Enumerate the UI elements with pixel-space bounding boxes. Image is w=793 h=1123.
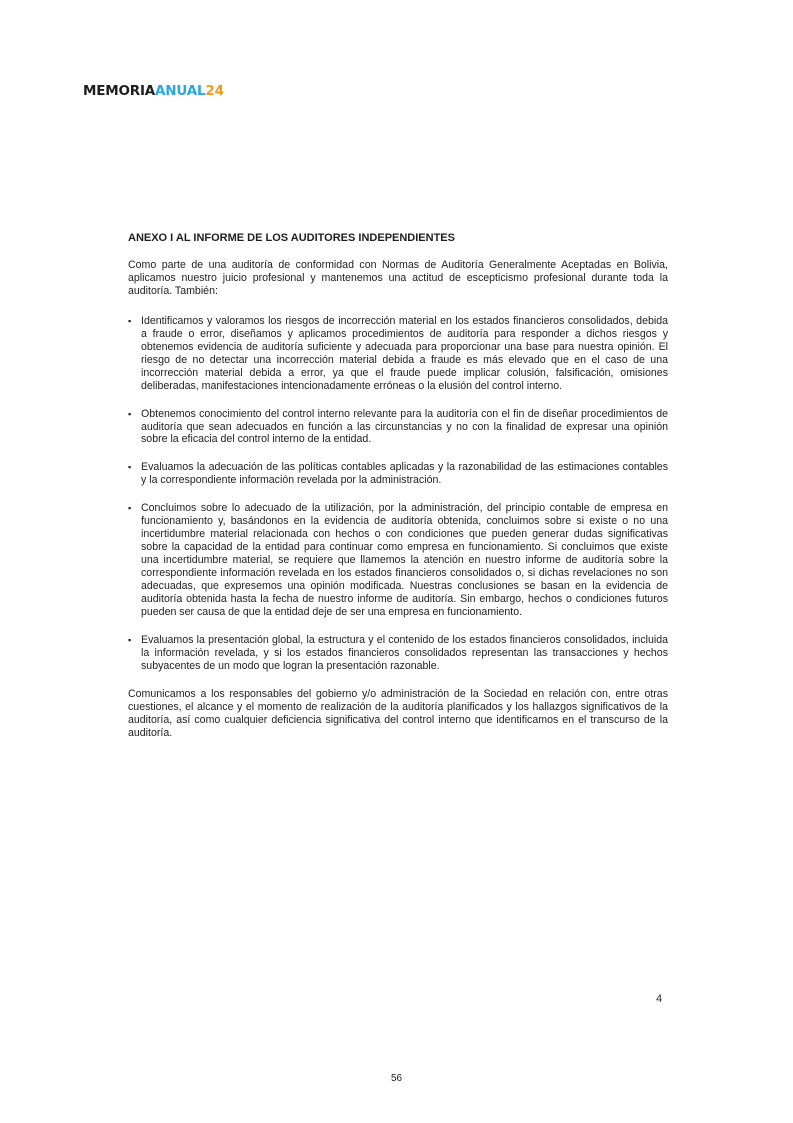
list-item bbox=[128, 461, 668, 487]
bullet-marker: ▪ bbox=[128, 503, 132, 514]
bullet-marker: ▪ bbox=[128, 315, 132, 326]
bullet-marker: ▪ bbox=[128, 634, 132, 645]
list-item bbox=[128, 408, 668, 447]
document-title: ANEXO I AL INFORME DE LOS AUDITORES INDEPENDIENTES bbox=[128, 232, 455, 244]
list-item-text: Obtenemos conocimiento del control interno relevante para la auditoría con el fin de diseñar procedimientos de auditoría que sean adecuados en función a las circunstancias y no con la finalidad de expresar una opinión sobre la eficacia del control interno de la entidad. bbox=[141, 407, 668, 446]
brand-word-memoria: MEMORIA bbox=[83, 83, 156, 99]
bullet-marker: ▪ bbox=[128, 462, 132, 473]
brand-word-anual: ANUAL bbox=[155, 83, 206, 99]
brand-logo bbox=[83, 82, 224, 100]
list-item-text: Evaluamos la presentación global, la estructura y el contenido de los estados financieros consolidados, incluida la información revelada, y si los estados financieros consolidados representan las transacciones y hechos subyacentes de un modo que logran la presentación razonable. bbox=[141, 633, 668, 672]
list-item-text: Identificamos y valoramos los riesgos de incorrección material en los estados financieros consolidados, debida a fraude o error, diseñamos y aplicamos procedimientos de auditoría para responder a dichos riesgos y obtenemos evidencia de auditoría suficiente y adecuada para proporcionar una base para nuestra opinión. El riesgo de no detectar una incorrección material debida a fraude es más elevado que en el caso de una incorrección material debida a error, ya que el fraude puede implicar colusión, falsificación, omisiones deliberadas, manifestaciones intencionadamente erróneas o la elusión del control interno. bbox=[141, 314, 668, 392]
list-item bbox=[128, 634, 668, 673]
scanned-document bbox=[128, 232, 668, 740]
bullet-marker: ▪ bbox=[128, 408, 132, 419]
list-item bbox=[128, 315, 668, 393]
inner-page-number: 4 bbox=[656, 993, 663, 1005]
list-item-text: Evaluamos la adecuación de las políticas contables aplicadas y la razonabilidad de las estimaciones contables y la correspondiente información revelada por la administración. bbox=[141, 461, 668, 487]
closing-paragraph: Comunicamos a los responsables del gobierno y/o administración de la Sociedad en relación con, entre otras cuestiones, el alcance y el momento de realización de la auditoría planificados y los hallazgos significativos de la auditoría, así como cualquier deficiencia significativa del control interno que identificamos en el transcurso de la auditoría. bbox=[128, 687, 668, 739]
page-number: 56 bbox=[390, 1073, 403, 1084]
bullet-list bbox=[128, 315, 668, 673]
list-item bbox=[128, 502, 668, 619]
brand-year: 24 bbox=[205, 83, 224, 99]
intro-paragraph: Como parte de una auditoría de conformidad con Normas de Auditoría Generalmente Aceptadas en Bolivia, aplicamos nuestro juicio profesional y mantenemos una actitud de escepticismo profesional durante toda la auditoría. También: bbox=[128, 259, 668, 297]
list-item-text: Concluimos sobre lo adecuado de la utilización, por la administración, del principio contable de empresa en funcionamiento y, basándonos en la evidencia de auditoría obtenida, concluimos sobre si existe o no una incertidumbre material relacionada con hechos o con condiciones que pueden generar dudas significativas sobre la capacidad de la entidad para continuar como empresa en funcionamiento. Si concluimos que existe una incertidumbre material, se requiere que llamemos la atención en nuestro informe de auditoría sobre la correspondiente información revelada en los estados financieros consolidados o, si dichas revelaciones no son adecuadas, que expresemos una opinión modificada. Nuestras conclusiones se basan en la evidencia de auditoría obtenida hasta la fecha de nuestro informe de auditoría. Sin embargo, hechos o condiciones futuros pueden ser causa de que la entidad deje de ser una empresa en funcionamiento. bbox=[141, 502, 668, 618]
